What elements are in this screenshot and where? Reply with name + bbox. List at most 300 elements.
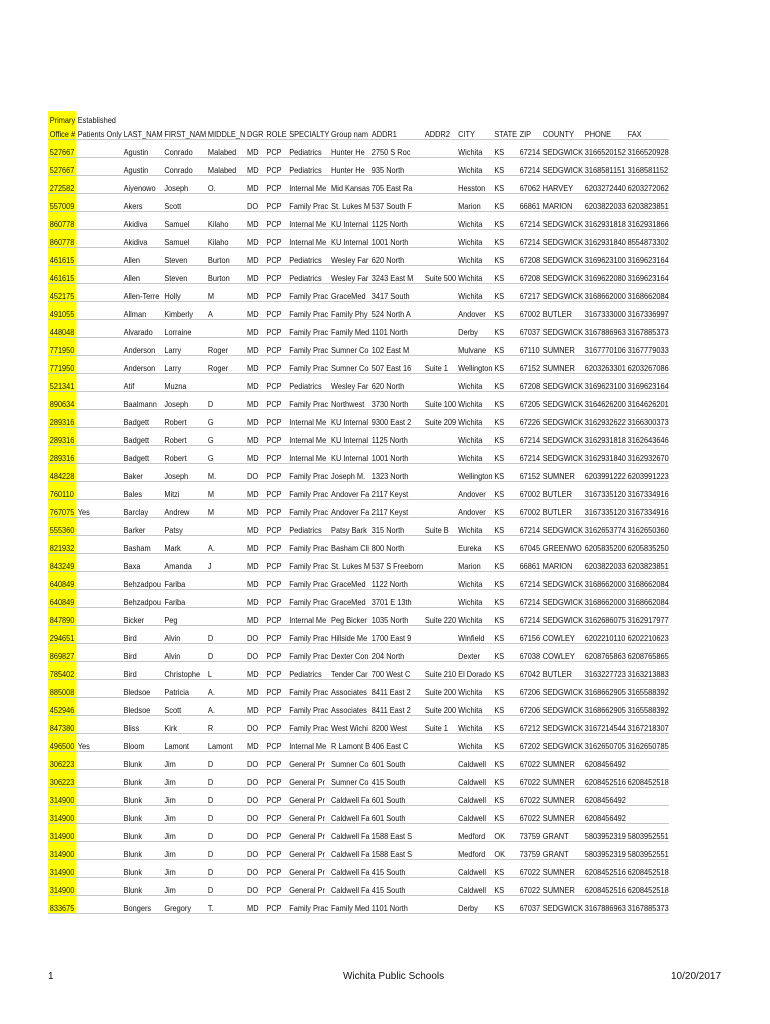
cell-zip: 67208 xyxy=(518,266,541,284)
cell-primary-office: 294651 xyxy=(48,626,76,644)
cell-last-name: Behzadpou xyxy=(122,590,163,608)
cell-middle-name: A. xyxy=(206,680,245,698)
table-row xyxy=(48,176,669,194)
cell-specialty: Family Prac xyxy=(287,356,329,374)
cell-county: SUMNER xyxy=(541,464,583,482)
cell-county: SEDGWICK xyxy=(541,374,583,392)
header-middle-name: MIDDLE_N xyxy=(206,125,245,140)
cell-county: COWLEY xyxy=(541,626,583,644)
cell-addr1: 3417 South xyxy=(370,284,423,302)
cell-addr2 xyxy=(423,446,456,464)
table-row xyxy=(48,338,669,356)
cell-city: Wichita xyxy=(456,374,492,392)
cell-city: Andover xyxy=(456,500,492,518)
cell-degree: MD xyxy=(245,266,264,284)
cell-specialty: General Pr xyxy=(287,842,329,860)
cell-primary-office: 833675 xyxy=(48,896,76,914)
cell-first-name: Joseph xyxy=(163,464,207,482)
cell-specialty: Pediatrics xyxy=(287,248,329,266)
cell-phone: 6203991222 xyxy=(583,464,626,482)
cell-first-name: Joseph xyxy=(163,176,207,194)
cell-middle-name xyxy=(206,194,245,212)
cell-phone: 6203822033 xyxy=(583,194,626,212)
cell-addr1: 1035 North xyxy=(370,608,423,626)
cell-addr1: 537 S Freeborn xyxy=(370,554,423,572)
cell-group-name: Peg Bicker xyxy=(329,608,370,626)
cell-degree: DO xyxy=(245,878,264,896)
cell-county: SEDGWICK xyxy=(541,320,583,338)
cell-addr2: Suite 1 xyxy=(423,716,456,734)
cell-primary-office: 557009 xyxy=(48,194,76,212)
cell-last-name: Blunk xyxy=(122,752,163,770)
cell-city: Wichita xyxy=(456,734,492,752)
cell-degree: MD xyxy=(245,248,264,266)
cell-specialty: General Pr xyxy=(287,824,329,842)
cell-county: SEDGWICK xyxy=(541,590,583,608)
cell-group-name: Associates xyxy=(329,698,370,716)
cell-fax: 3165588392 xyxy=(626,698,669,716)
header-zip xyxy=(518,111,541,125)
cell-city: Wichita xyxy=(456,266,492,284)
cell-middle-name: D xyxy=(206,878,245,896)
cell-county: SUMNER xyxy=(541,770,583,788)
cell-city: Wichita xyxy=(456,410,492,428)
cell-zip: 67156 xyxy=(518,626,541,644)
cell-group-name: Family Med xyxy=(329,896,370,914)
cell-state: KS xyxy=(493,338,518,356)
cell-zip: 67214 xyxy=(518,446,541,464)
table-row xyxy=(48,554,669,572)
cell-addr1: 2750 S Roc xyxy=(370,140,423,158)
cell-state: KS xyxy=(493,482,518,500)
cell-last-name: Blunk xyxy=(122,806,163,824)
cell-addr1: 620 North xyxy=(370,374,423,392)
cell-county: SEDGWICK xyxy=(541,428,583,446)
cell-state: KS xyxy=(493,464,518,482)
cell-addr1: 9300 East 2 xyxy=(370,410,423,428)
cell-primary-office: 461615 xyxy=(48,266,76,284)
cell-specialty: Internal Me xyxy=(287,446,329,464)
cell-degree: DO xyxy=(245,752,264,770)
cell-fax: 3167885373 xyxy=(626,896,669,914)
cell-first-name: Mitzi xyxy=(163,482,207,500)
cell-city: Mulvane xyxy=(456,338,492,356)
cell-addr1: 1323 North xyxy=(370,464,423,482)
cell-zip: 67205 xyxy=(518,392,541,410)
cell-primary-office: 452946 xyxy=(48,698,76,716)
cell-fax: 3168662084 xyxy=(626,572,669,590)
cell-last-name: Allen-Terre xyxy=(122,284,163,302)
cell-state: KS xyxy=(493,446,518,464)
cell-role: PCP xyxy=(265,500,288,518)
cell-zip: 67152 xyxy=(518,356,541,374)
cell-specialty: Internal Me xyxy=(287,410,329,428)
cell-group-name: Family Med xyxy=(329,320,370,338)
cell-addr2 xyxy=(423,842,456,860)
table-row xyxy=(48,140,669,158)
cell-role: PCP xyxy=(265,806,288,824)
cell-group-name: Mid Kansas xyxy=(329,176,370,194)
cell-middle-name: A. xyxy=(206,698,245,716)
cell-specialty: Family Prac xyxy=(287,896,329,914)
cell-addr1: 1125 North xyxy=(370,212,423,230)
cell-last-name: Atif xyxy=(122,374,163,392)
cell-group-name: Caldwell Fa xyxy=(329,806,370,824)
table-row xyxy=(48,158,669,176)
cell-degree: DO xyxy=(245,788,264,806)
cell-zip: 73759 xyxy=(518,842,541,860)
cell-state: KS xyxy=(493,716,518,734)
cell-state: KS xyxy=(493,302,518,320)
cell-addr1: 1122 North xyxy=(370,572,423,590)
cell-established-patients xyxy=(76,392,122,410)
cell-addr2 xyxy=(423,194,456,212)
cell-role: PCP xyxy=(265,374,288,392)
cell-group-name: Sumner Co xyxy=(329,752,370,770)
table-row xyxy=(48,572,669,590)
cell-county: SUMNER xyxy=(541,860,583,878)
cell-zip: 67110 xyxy=(518,338,541,356)
cell-established-patients xyxy=(76,212,122,230)
cell-city: Marion xyxy=(456,554,492,572)
cell-city: Wichita xyxy=(456,212,492,230)
cell-role: PCP xyxy=(265,320,288,338)
cell-group-name: Sumner Co xyxy=(329,356,370,374)
cell-city: Eureka xyxy=(456,536,492,554)
cell-first-name: Kimberly xyxy=(163,302,207,320)
cell-county: SEDGWICK xyxy=(541,896,583,914)
header-specialty xyxy=(287,111,329,125)
cell-fax: 3163213883 xyxy=(626,662,669,680)
table-row xyxy=(48,788,669,806)
cell-first-name: Alvin xyxy=(163,644,207,662)
cell-addr1: 537 South F xyxy=(370,194,423,212)
cell-degree: DO xyxy=(245,194,264,212)
cell-zip: 67208 xyxy=(518,248,541,266)
cell-role: PCP xyxy=(265,770,288,788)
cell-phone: 3166520152 xyxy=(583,140,626,158)
cell-city: Andover xyxy=(456,302,492,320)
cell-phone: 3162653774 xyxy=(583,518,626,536)
cell-state: KS xyxy=(493,662,518,680)
cell-zip: 66861 xyxy=(518,554,541,572)
cell-group-name: Tender Car xyxy=(329,662,370,680)
cell-first-name: Muzna xyxy=(163,374,207,392)
cell-first-name: Jim xyxy=(163,770,207,788)
cell-phone: 5803952319 xyxy=(583,842,626,860)
cell-city: Wichita xyxy=(456,158,492,176)
cell-group-name: Caldwell Fa xyxy=(329,860,370,878)
cell-first-name: Fariba xyxy=(163,572,207,590)
cell-specialty: Family Prac xyxy=(287,680,329,698)
cell-last-name: Bales xyxy=(122,482,163,500)
cell-zip: 67002 xyxy=(518,482,541,500)
cell-role: PCP xyxy=(265,824,288,842)
cell-specialty: General Pr xyxy=(287,752,329,770)
cell-degree: MD xyxy=(245,176,264,194)
cell-city: Wichita xyxy=(456,680,492,698)
cell-group-name: GraceMed xyxy=(329,284,370,302)
cell-city: Wellington xyxy=(456,356,492,374)
cell-degree: MD xyxy=(245,284,264,302)
cell-fax: 3169623164 xyxy=(626,248,669,266)
cell-fax: 3162643646 xyxy=(626,428,669,446)
cell-specialty: Family Prac xyxy=(287,302,329,320)
cell-group-name: KU Internal xyxy=(329,212,370,230)
cell-zip: 67022 xyxy=(518,752,541,770)
cell-phone: 3162686075 xyxy=(583,608,626,626)
cell-last-name: Agustin xyxy=(122,140,163,158)
cell-specialty: Family Prac xyxy=(287,320,329,338)
cell-first-name: Scott xyxy=(163,194,207,212)
cell-zip: 67037 xyxy=(518,320,541,338)
cell-group-name: Caldwell Fa xyxy=(329,842,370,860)
cell-degree: MD xyxy=(245,230,264,248)
cell-state: KS xyxy=(493,680,518,698)
cell-phone: 3167335120 xyxy=(583,500,626,518)
header-last-name xyxy=(122,111,163,125)
cell-first-name: Fariba xyxy=(163,590,207,608)
cell-addr2 xyxy=(423,248,456,266)
cell-group-name: Family Phy xyxy=(329,302,370,320)
cell-primary-office: 484228 xyxy=(48,464,76,482)
cell-established-patients xyxy=(76,194,122,212)
cell-phone: 5803952319 xyxy=(583,824,626,842)
cell-middle-name: Malabed xyxy=(206,140,245,158)
header-zip: ZIP xyxy=(518,125,541,140)
cell-role: PCP xyxy=(265,284,288,302)
cell-addr1: 8200 West xyxy=(370,716,423,734)
cell-city: Caldwell xyxy=(456,752,492,770)
cell-zip: 67214 xyxy=(518,608,541,626)
cell-state: KS xyxy=(493,806,518,824)
cell-state: KS xyxy=(493,770,518,788)
cell-middle-name: D xyxy=(206,788,245,806)
cell-middle-name: M xyxy=(206,500,245,518)
cell-state: KS xyxy=(493,752,518,770)
cell-established-patients xyxy=(76,590,122,608)
cell-fax: 3162917977 xyxy=(626,608,669,626)
cell-zip: 66861 xyxy=(518,194,541,212)
cell-state: KS xyxy=(493,896,518,914)
cell-established-patients xyxy=(76,878,122,896)
cell-fax: 6202210623 xyxy=(626,626,669,644)
cell-phone: 3163227723 xyxy=(583,662,626,680)
cell-zip: 67022 xyxy=(518,770,541,788)
cell-state: KS xyxy=(493,698,518,716)
cell-addr2 xyxy=(423,590,456,608)
cell-addr2 xyxy=(423,824,456,842)
header-phone: PHONE xyxy=(583,125,626,140)
cell-degree: DO xyxy=(245,644,264,662)
cell-addr2 xyxy=(423,176,456,194)
cell-primary-office: 289316 xyxy=(48,410,76,428)
cell-established-patients xyxy=(76,806,122,824)
cell-last-name: Barclay xyxy=(122,500,163,518)
cell-role: PCP xyxy=(265,896,288,914)
cell-city: Caldwell xyxy=(456,770,492,788)
cell-zip: 67038 xyxy=(518,644,541,662)
cell-last-name: Anderson xyxy=(122,338,163,356)
cell-middle-name: D xyxy=(206,644,245,662)
cell-city: Wichita xyxy=(456,140,492,158)
table-row xyxy=(48,608,669,626)
cell-phone: 3168662000 xyxy=(583,572,626,590)
cell-established-patients xyxy=(76,374,122,392)
cell-fax: 3162932670 xyxy=(626,446,669,464)
cell-state: KS xyxy=(493,230,518,248)
cell-county: GRANT xyxy=(541,842,583,860)
cell-group-name: Caldwell Fa xyxy=(329,788,370,806)
cell-established-patients xyxy=(76,338,122,356)
cell-zip: 67037 xyxy=(518,896,541,914)
cell-state: KS xyxy=(493,194,518,212)
cell-role: PCP xyxy=(265,554,288,572)
table-body xyxy=(48,140,669,914)
cell-city: Wichita xyxy=(456,230,492,248)
cell-middle-name xyxy=(206,374,245,392)
cell-role: PCP xyxy=(265,194,288,212)
cell-addr2: Suite 200 xyxy=(423,698,456,716)
cell-first-name: Patricia xyxy=(163,680,207,698)
cell-fax: 3162650785 xyxy=(626,734,669,752)
cell-zip: 67002 xyxy=(518,302,541,320)
cell-phone: 3162931818 xyxy=(583,212,626,230)
cell-state: KS xyxy=(493,860,518,878)
header-degree: DGR xyxy=(245,125,264,140)
cell-county: GREENWO xyxy=(541,536,583,554)
cell-last-name: Blunk xyxy=(122,788,163,806)
cell-middle-name: Kilaho xyxy=(206,230,245,248)
cell-role: PCP xyxy=(265,428,288,446)
cell-state: KS xyxy=(493,518,518,536)
cell-specialty: General Pr xyxy=(287,788,329,806)
cell-middle-name: O. xyxy=(206,176,245,194)
cell-last-name: Badgett xyxy=(122,410,163,428)
cell-primary-office: 869827 xyxy=(48,644,76,662)
cell-primary-office: 272582 xyxy=(48,176,76,194)
cell-phone: 3162932622 xyxy=(583,410,626,428)
cell-city: Wichita xyxy=(456,716,492,734)
cell-last-name: Akidiva xyxy=(122,230,163,248)
cell-city: Derby xyxy=(456,320,492,338)
cell-state: KS xyxy=(493,428,518,446)
cell-county: BUTLER xyxy=(541,482,583,500)
cell-middle-name: Lamont xyxy=(206,734,245,752)
cell-last-name: Baalmann xyxy=(122,392,163,410)
cell-degree: MD xyxy=(245,320,264,338)
cell-county: SEDGWICK xyxy=(541,608,583,626)
cell-state: KS xyxy=(493,644,518,662)
cell-county: SEDGWICK xyxy=(541,572,583,590)
cell-last-name: Bicker xyxy=(122,608,163,626)
header-role xyxy=(265,111,288,125)
cell-first-name: Robert xyxy=(163,410,207,428)
cell-state: KS xyxy=(493,320,518,338)
cell-state: KS xyxy=(493,284,518,302)
cell-middle-name: G xyxy=(206,428,245,446)
table-row xyxy=(48,878,669,896)
cell-last-name: Baker xyxy=(122,464,163,482)
cell-first-name: Jim xyxy=(163,806,207,824)
cell-last-name: Aiyenowo xyxy=(122,176,163,194)
cell-primary-office: 289316 xyxy=(48,428,76,446)
cell-role: PCP xyxy=(265,230,288,248)
cell-group-name: Hillside Me xyxy=(329,626,370,644)
cell-primary-office: 289316 xyxy=(48,446,76,464)
cell-degree: DO xyxy=(245,842,264,860)
cell-addr2 xyxy=(423,320,456,338)
cell-first-name: Robert xyxy=(163,428,207,446)
header-degree xyxy=(245,111,264,125)
cell-last-name: Allen xyxy=(122,266,163,284)
cell-fax: 3168662084 xyxy=(626,590,669,608)
cell-group-name: Hunter He xyxy=(329,140,370,158)
cell-primary-office: 885008 xyxy=(48,680,76,698)
cell-established-patients xyxy=(76,320,122,338)
table-row xyxy=(48,518,669,536)
cell-last-name: Bird xyxy=(122,644,163,662)
table-row xyxy=(48,320,669,338)
cell-degree: MD xyxy=(245,500,264,518)
cell-group-name: Caldwell Fa xyxy=(329,824,370,842)
cell-phone: 3167770106 xyxy=(583,338,626,356)
cell-addr1: 415 South xyxy=(370,878,423,896)
cell-group-name: Sumner Co xyxy=(329,338,370,356)
cell-first-name: Conrado xyxy=(163,158,207,176)
cell-role: PCP xyxy=(265,176,288,194)
cell-fax: 5803952551 xyxy=(626,824,669,842)
table-row xyxy=(48,734,669,752)
cell-zip: 67214 xyxy=(518,230,541,248)
cell-established-patients xyxy=(76,230,122,248)
cell-first-name: Steven xyxy=(163,248,207,266)
cell-group-name: Dexter Con xyxy=(329,644,370,662)
cell-group-name: Sumner Co xyxy=(329,770,370,788)
cell-county: SEDGWICK xyxy=(541,140,583,158)
cell-fax: 3165588392 xyxy=(626,680,669,698)
cell-first-name: Andrew xyxy=(163,500,207,518)
cell-role: PCP xyxy=(265,536,288,554)
cell-county: SUMNER xyxy=(541,788,583,806)
cell-primary-office: 771950 xyxy=(48,338,76,356)
cell-phone: 3169623100 xyxy=(583,374,626,392)
cell-phone: 3167886963 xyxy=(583,320,626,338)
cell-zip: 67214 xyxy=(518,572,541,590)
cell-first-name: Jim xyxy=(163,824,207,842)
cell-fax: 5803952551 xyxy=(626,842,669,860)
cell-degree: DO xyxy=(245,770,264,788)
cell-addr1: 700 West C xyxy=(370,662,423,680)
cell-middle-name: J xyxy=(206,554,245,572)
cell-zip: 67045 xyxy=(518,536,541,554)
cell-degree: MD xyxy=(245,446,264,464)
table-row xyxy=(48,500,669,518)
cell-county: SEDGWICK xyxy=(541,734,583,752)
cell-established-patients xyxy=(76,248,122,266)
cell-addr1: 935 North xyxy=(370,158,423,176)
cell-addr1: 8411 East 2 xyxy=(370,698,423,716)
cell-county: SEDGWICK xyxy=(541,410,583,428)
header-addr2 xyxy=(423,111,456,125)
cell-fax: 3162931866 xyxy=(626,212,669,230)
cell-primary-office: 760110 xyxy=(48,482,76,500)
cell-degree: MD xyxy=(245,140,264,158)
cell-fax: 3169623164 xyxy=(626,266,669,284)
cell-phone: 6203272440 xyxy=(583,176,626,194)
cell-degree: MD xyxy=(245,536,264,554)
cell-county: MARION xyxy=(541,554,583,572)
